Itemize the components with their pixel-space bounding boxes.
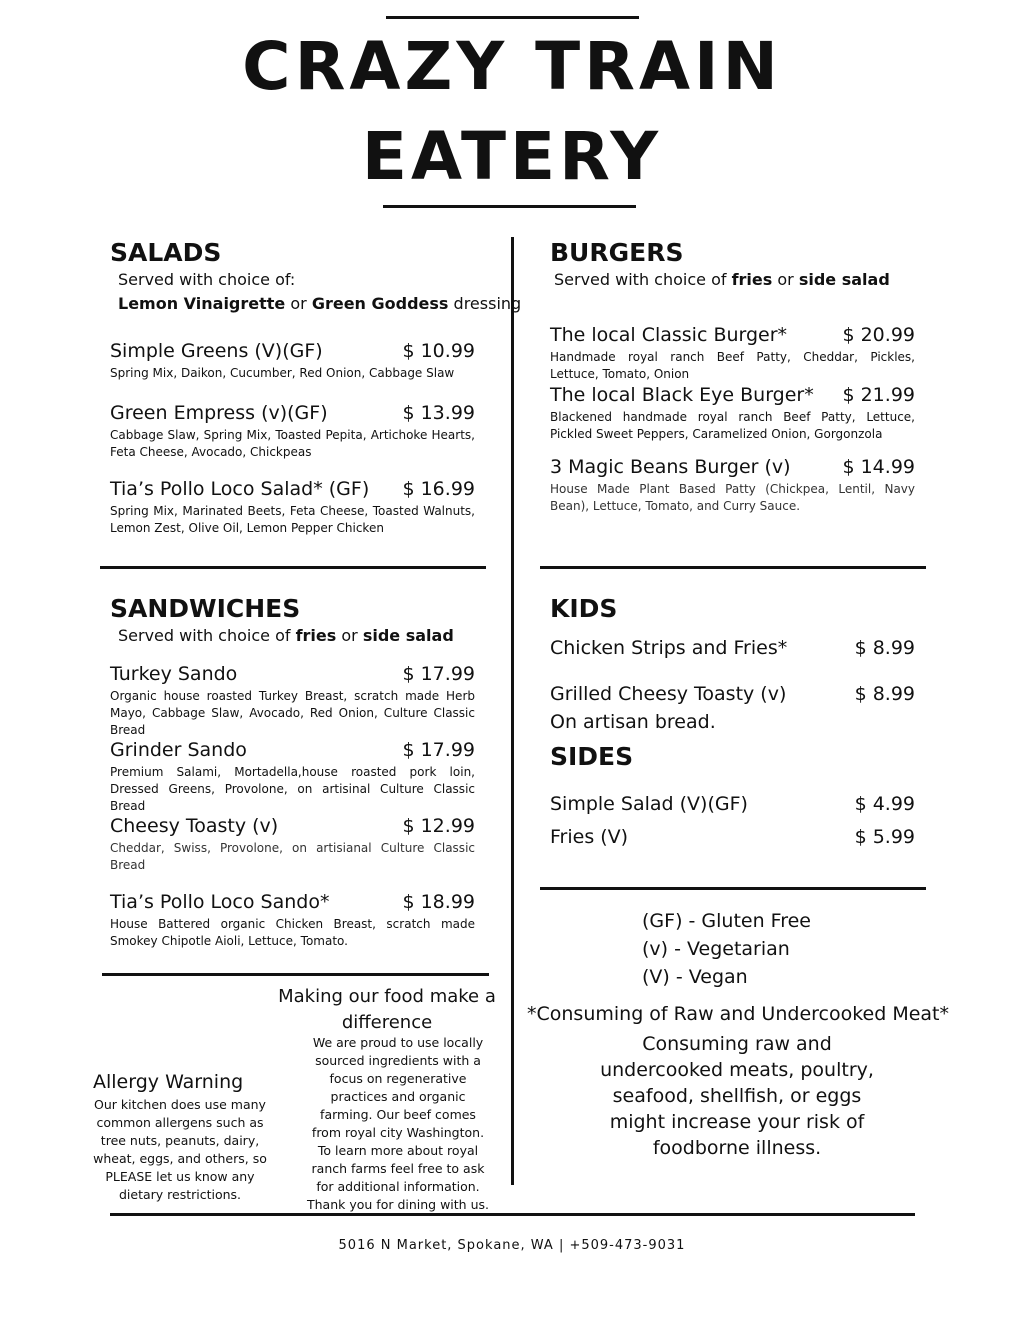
difference-line: sourced ingredients with a — [315, 1053, 481, 1068]
consuming-line: seafood, shellfish, or eggs — [612, 1085, 862, 1107]
title-bottom-rule — [383, 205, 636, 208]
consuming-line: might increase your risk of — [609, 1111, 865, 1133]
menu-item — [110, 478, 475, 537]
consuming-line: foodborne illness. — [652, 1137, 822, 1159]
item-price: $ 16.99 — [402, 478, 475, 500]
item-name: The local Black Eye Burger* — [550, 384, 814, 406]
difference-line: for additional information. — [316, 1179, 480, 1194]
allergy-body — [88, 1096, 272, 1204]
item-name: Grinder Sando — [110, 739, 247, 761]
consuming-heading: *Consuming of Raw and Undercooked Meat* — [526, 1003, 950, 1025]
menu-item — [110, 891, 475, 950]
menu-item — [110, 663, 475, 739]
salads-divider — [100, 566, 486, 569]
item-name: Tia’s Pollo Loco Sando* — [110, 891, 330, 913]
difference-body — [298, 1034, 498, 1214]
item-name: Tia’s Pollo Loco Salad* (GF) — [110, 478, 370, 500]
sandwiches-note-prefix: Served with choice of — [118, 626, 296, 645]
sandwiches-heading: SANDWICHES — [110, 594, 301, 623]
menu-item — [550, 324, 915, 383]
item-description: House Battered organic Chicken Breast, scratch made Smokey Chipotle Aioli, Lettuce, Tomato. — [110, 917, 475, 948]
diet-legend — [642, 907, 811, 991]
menu-item — [110, 739, 475, 815]
menu-item — [550, 793, 915, 815]
allergy-line: dietary restrictions. — [118, 1187, 242, 1202]
difference-line: practices and organic — [330, 1089, 466, 1104]
allergy-line: common allergens such as — [96, 1115, 264, 1130]
lemon-vinaigrette-label: Lemon Vinaigrette — [118, 294, 286, 313]
allergy-line: Our kitchen does use many — [94, 1097, 266, 1112]
burgers-note-prefix: Served with choice of — [554, 270, 732, 289]
item-price: $ 21.99 — [842, 384, 915, 406]
kids-heading: KIDS — [550, 594, 618, 623]
menu-item — [550, 637, 915, 659]
item-name: Fries (V) — [550, 826, 629, 848]
item-price: $ 8.99 — [854, 637, 915, 659]
difference-heading — [268, 984, 506, 1036]
sandwiches-divider — [102, 973, 489, 976]
consuming-line: undercooked meats, poultry, — [600, 1059, 874, 1081]
item-price: $ 14.99 — [842, 456, 915, 478]
burgers-divider — [540, 566, 926, 569]
menu-item — [110, 340, 475, 382]
menu-item — [550, 384, 915, 443]
center-divider — [511, 237, 514, 1185]
allergy-line: PLEASE let us know any — [105, 1169, 255, 1184]
salads-note-2 — [118, 292, 521, 316]
consuming-line: Consuming raw and — [642, 1033, 832, 1055]
difference-line: To learn more about royal — [317, 1143, 479, 1158]
fries-label: fries — [295, 626, 337, 645]
menu-item — [550, 826, 915, 848]
difference-line: from royal city Washington. — [311, 1125, 485, 1140]
footer-address-phone: 5016 N Market, Spokane, WA | +509-473-9031 — [338, 1238, 686, 1253]
salads-note-dressing: dressing — [448, 294, 522, 313]
salads-note-or: or — [285, 294, 312, 313]
difference-line: ranch farms feel free to ask — [311, 1161, 485, 1176]
item-description: Premium Salami, Mortadella,house roasted pork loin, Dressed Greens, Provolone, on artisinal Culture Classic Bread — [110, 765, 475, 813]
item-price: $ 8.99 — [854, 683, 915, 705]
item-description: Handmade royal ranch Beef Patty, Cheddar, Pickles, Lettuce, Tomato, Onion — [550, 350, 915, 381]
fries-label: fries — [731, 270, 773, 289]
sandwiches-note — [118, 624, 454, 648]
page-title-line2: EATERY — [361, 118, 663, 195]
item-price: $ 17.99 — [402, 739, 475, 761]
allergy-line: tree nuts, peanuts, dairy, — [100, 1133, 260, 1148]
item-name: Chicken Strips and Fries* — [550, 637, 788, 659]
legend-vegan: (V) - Vegan — [642, 966, 748, 988]
item-price: $ 20.99 — [842, 324, 915, 346]
item-name: Green Empress (v)(GF) — [110, 402, 328, 424]
item-name: Turkey Sando — [110, 663, 238, 685]
difference-line: We are proud to use locally — [312, 1035, 484, 1050]
item-description: Blackened handmade royal ranch Beef Patty, Lettuce, Pickled Sweet Peppers, Caramelized Onion, Gorgonzola — [550, 410, 915, 441]
item-price: $ 18.99 — [402, 891, 475, 913]
difference-line: Thank you for dining with us. — [307, 1197, 489, 1212]
side-salad-label: side salad — [362, 626, 454, 645]
item-description: Cabbage Slaw, Spring Mix, Toasted Pepita, Artichoke Hearts, Feta Cheese, Avocado, Chickpeas — [110, 428, 475, 459]
allergy-line: wheat, eggs, and others, so — [93, 1151, 267, 1166]
item-description: Organic house roasted Turkey Breast, scratch made Herb Mayo, Cabbage Slaw, Avocado, Red Onion, Culture Classic Bread — [110, 689, 475, 737]
page-title-line1: CRAZY TRAIN — [242, 28, 782, 105]
menu-item — [550, 683, 915, 705]
item-description: House Made Plant Based Patty (Chickpea, Lentil, Navy Bean), Lettuce, Tomato, and Curry Sauce. — [550, 482, 915, 513]
menu-item — [550, 456, 915, 515]
sandwiches-note-or: or — [336, 626, 363, 645]
item-price: $ 12.99 — [402, 815, 475, 837]
sides-heading: SIDES — [550, 742, 634, 771]
difference-heading-line: difference — [341, 1012, 433, 1033]
menu-item — [110, 402, 475, 461]
item-price: $ 5.99 — [854, 826, 915, 848]
salads-note-1: Served with choice of: — [118, 270, 296, 289]
legend-gluten-free: (GF) - Gluten Free — [642, 910, 811, 932]
item-description: Cheddar, Swiss, Provolone, on artisianal Culture Classic Bread — [110, 841, 475, 872]
difference-line: focus on regenerative — [329, 1071, 467, 1086]
sides-divider — [540, 887, 926, 890]
title-top-rule — [386, 16, 639, 19]
item-name: Simple Salad (V)(GF) — [550, 793, 748, 815]
burgers-heading: BURGERS — [550, 238, 684, 267]
item-price: $ 13.99 — [402, 402, 475, 424]
item-price: $ 4.99 — [854, 793, 915, 815]
difference-heading-line: Making our food make a — [278, 986, 496, 1007]
consuming-warning — [557, 1031, 917, 1161]
item-price: $ 17.99 — [402, 663, 475, 685]
allergy-heading: Allergy Warning — [93, 1071, 244, 1093]
burgers-note — [554, 268, 890, 292]
legend-vegetarian: (v) - Vegetarian — [642, 938, 790, 960]
item-name: 3 Magic Beans Burger (v) — [550, 456, 791, 478]
item-price: $ 10.99 — [402, 340, 475, 362]
item-note: On artisan bread. — [550, 711, 716, 733]
item-description: Spring Mix, Marinated Beets, Feta Cheese, Toasted Walnuts, Lemon Zest, Olive Oil, Lemon Pepper Chicken — [110, 504, 475, 535]
footer-rule — [110, 1213, 915, 1216]
green-goddess-label: Green Goddess — [311, 294, 449, 313]
difference-line: farming. Our beef comes — [320, 1107, 476, 1122]
item-name: Grilled Cheesy Toasty (v) — [550, 683, 787, 705]
burgers-note-or: or — [772, 270, 799, 289]
menu-item — [110, 815, 475, 874]
item-name: Cheesy Toasty (v) — [110, 815, 279, 837]
item-description: Spring Mix, Daikon, Cucumber, Red Onion, Cabbage Slaw — [110, 366, 455, 380]
salads-heading: SALADS — [110, 238, 222, 267]
item-name: The local Classic Burger* — [550, 324, 788, 346]
item-name: Simple Greens (V)(GF) — [110, 340, 323, 362]
side-salad-label: side salad — [798, 270, 890, 289]
